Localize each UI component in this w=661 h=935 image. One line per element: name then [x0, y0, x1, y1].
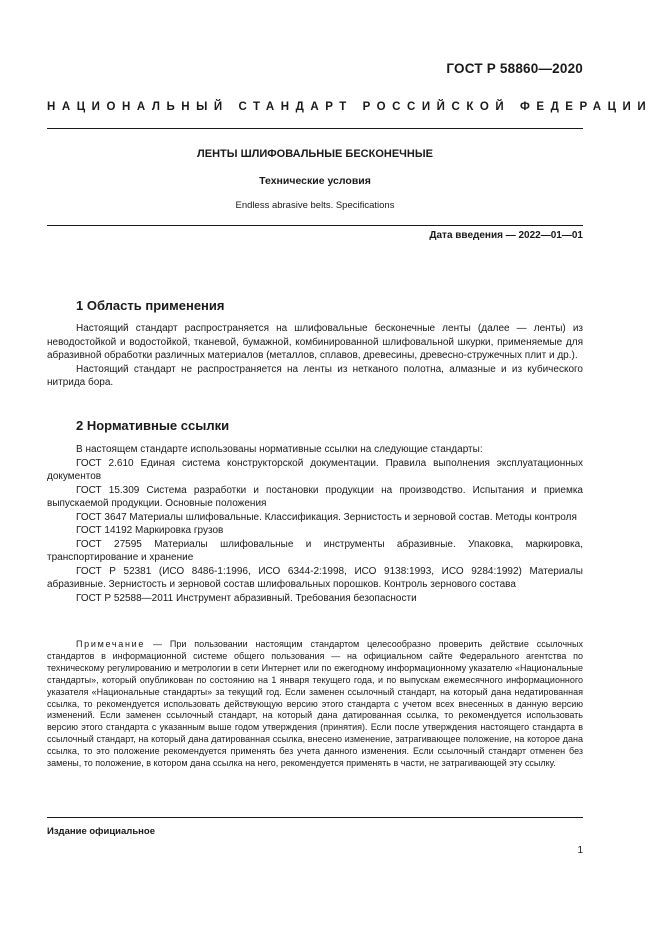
- footer-rule: [47, 817, 583, 818]
- reference-item: ГОСТ 27595 Материалы шлифовальные и инструменты абразивные. Упаковка, маркировка, транспортирование и хранение: [47, 538, 583, 563]
- reference-item: ГОСТ Р 52381 (ИСО 8486-1:1996, ИСО 6344-2:1998, ИСО 9138:1993, ИСО 9284:1992) Материалы абразивные. Зернистость и зерновой состав шлифовальных порошков. Контроль зернового состава: [47, 565, 583, 590]
- section-1-paragraph: Настоящий стандарт распространяется на шлифовальные бесконечные ленты (далее — ленты) из неводостойкой и водостойкой, тканевой, бумажной, комбинированной шлифовальной шкурки, применяемые для абразивной обработки различных материалов (металлов, сплавов, древесины, древесно-стружечных плит и др.).: [47, 323, 583, 361]
- national-standard-banner: НАЦИОНАЛЬНЫЙ СТАНДАРТ РОССИЙСКОЙ ФЕДЕРАЦИИ: [47, 101, 653, 113]
- note-text: — При пользовании настоящим стандартом целесообразно проверить действие ссылочных стандартов в информационной системе общего пользования — на официальном сайте Федерального агентства по техническому регулированию и метрологии в сети Интернет или по ежегодному информационному указателю «Национальные стандарты», который опубликован по состоянию на 1 января текущего года, и по выпускам ежемесячного информационного указателя «Национальные стандарты» за текущий год. Если заменен ссылочный стандарт, на который дана недатированная ссылка, то рекомендуется использовать действующую версию этого стандарта с учетом всех внесенных в данную версию изменений. Если заменен ссылочный стандарт, на который дана датированная ссылка, то рекомендуется использовать версию этого стандарта с указанным выше годом утверждения (принятия). Если после утверждения настоящего стандарта в ссылочный стандарт, на который дана датированная ссылка, внесено изменение, затрагивающее положение, на которое дана ссылка, то это положение рекомендуется применять без учета данного изменения. Если ссылочный стандарт отменен без замены, то положение, в котором дана ссылка на него, рекомендуется применять в части, не затрагивающей эту ссылку.: [47, 639, 583, 769]
- section-1-paragraph: Настоящий стандарт не распространяется на ленты из нетканого полотна, алмазные и из кубического нитрида бора.: [47, 363, 583, 388]
- document-code: ГОСТ Р 58860—2020: [446, 61, 583, 76]
- section-1-body: [47, 322, 583, 390]
- reference-item: ГОСТ 14192 Маркировка грузов: [76, 525, 224, 536]
- document-title-english: Endless abrasive belts. Specifications: [235, 200, 395, 211]
- document-subtitle: Технические условия: [259, 175, 371, 187]
- normative-references-list: [47, 443, 583, 605]
- section-1-heading: 1 Область применения: [76, 298, 225, 313]
- page-number: 1: [577, 845, 583, 856]
- introduction-date: Дата введения — 2022—01—01: [429, 230, 583, 241]
- reference-item: ГОСТ 2.610 Единая система конструкторской документации. Правила выполнения эксплуатационных документов: [47, 457, 583, 482]
- title-rule: [47, 225, 583, 226]
- reference-item: ГОСТ 15.309 Система разработки и постановки продукции на производство. Испытания и приемка выпускаемой продукции. Основные положения: [47, 484, 583, 509]
- note-label: Примечание: [76, 639, 146, 649]
- reference-item: ГОСТ 3647 Материалы шлифовальные. Классификация. Зернистость и зерновой состав. Методы контроля: [76, 511, 577, 523]
- header-rule: [47, 128, 583, 129]
- document-title: ЛЕНТЫ ШЛИФОВАЛЬНЫЕ БЕСКОНЕЧНЫЕ: [197, 148, 433, 160]
- official-edition-label: Издание официальное: [47, 826, 155, 837]
- references-intro: В настоящем стандарте использованы нормативные ссылки на следующие стандарты:: [76, 444, 483, 455]
- reference-item: ГОСТ Р 52588—2011 Инструмент абразивный. Требования безопасности: [76, 592, 417, 604]
- section-2-heading: 2 Нормативные ссылки: [76, 418, 230, 433]
- note-paragraph: [47, 639, 583, 770]
- references-note: [47, 639, 583, 770]
